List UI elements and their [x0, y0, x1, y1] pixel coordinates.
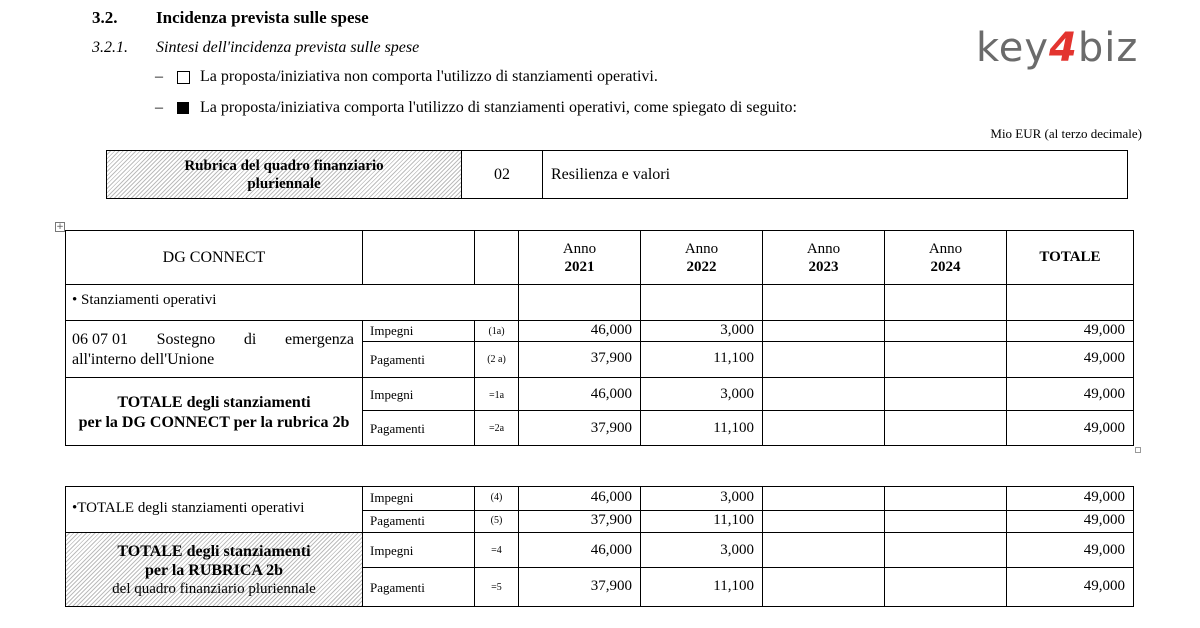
anno-label: Anno: [806, 241, 841, 257]
rubrica-label-cell: [107, 151, 462, 198]
total-rubrica-label-line1: TOTALE degli stanziamenti: [117, 543, 311, 560]
year-header-2022: [641, 240, 762, 276]
rubrica-box: [106, 150, 1128, 199]
option-no-text: La proposta/iniziativa non comporta l'utilizzo di stanziamenti operativi.: [200, 68, 658, 85]
cell-2021: 46,000: [590, 386, 632, 402]
year-header-2021: [519, 240, 640, 276]
year-value: 2022: [686, 259, 717, 275]
row-tag: (4): [490, 492, 503, 503]
row-tag: (1a): [488, 326, 505, 337]
cell-totale: 49,000: [1083, 322, 1125, 338]
anno-label: Anno: [562, 241, 597, 257]
total-dg-label-line1: TOTALE degli stanziamenti: [117, 394, 311, 411]
logo-text-4: 4: [1049, 25, 1078, 71]
cell-2022: 3,000: [720, 322, 754, 338]
cell-2021: 46,000: [590, 322, 632, 338]
table-resize-handle[interactable]: [1135, 447, 1141, 453]
stanziamenti-operativi-label: • Stanziamenti operativi: [72, 292, 217, 308]
rubrica-code: 02: [494, 165, 510, 183]
anno-label: Anno: [928, 241, 963, 257]
total-operativi-label: •TOTALE degli stanziamenti operativi: [72, 500, 305, 516]
cell-totale: 49,000: [1083, 350, 1125, 366]
cell-2021: 37,900: [590, 350, 632, 366]
subsection-title: Sintesi dell'incidenza prevista sulle spese: [156, 39, 420, 56]
cell-2022: 11,100: [713, 578, 754, 594]
cell-2022: 11,100: [713, 512, 754, 528]
cell-2021: 46,000: [590, 489, 632, 505]
row-tag: =5: [491, 582, 502, 593]
total-rubrica-label-line2: per la RUBRICA 2b: [145, 562, 283, 579]
row-tag: (2 a): [487, 354, 506, 365]
table-move-handle-icon[interactable]: +: [56, 222, 64, 232]
cell-2021: 37,900: [590, 512, 632, 528]
year-header-2023: [763, 240, 884, 276]
year-header-2024: [885, 240, 1006, 276]
anno-label: Anno: [684, 241, 719, 257]
cell-2021: 46,000: [590, 542, 632, 558]
key4biz-logo: [976, 24, 1138, 72]
dash-marker: –: [155, 99, 163, 116]
cell-totale: 49,000: [1083, 420, 1125, 436]
year-value: 2023: [808, 259, 839, 275]
impegni-label: Impegni: [370, 543, 414, 558]
cell-2022: 3,000: [720, 489, 754, 505]
rubrica-name: Resilienza e valori: [551, 165, 671, 183]
option-yes-text: La proposta/iniziativa comporta l'utilizzo di stanziamenti operativi, come spiegato di seguito:: [200, 99, 797, 116]
year-value: 2024: [930, 259, 961, 275]
cell-2021: 37,900: [590, 578, 632, 594]
pagamenti-label: Pagamenti: [370, 421, 425, 436]
cell-2022: 11,100: [713, 350, 754, 366]
rubrica-code-cell: [462, 151, 543, 198]
year-value: 2021: [564, 259, 595, 275]
total-rubrica-label-line3: del quadro finanziario pluriennale: [112, 581, 316, 597]
cell-totale: 49,000: [1083, 578, 1125, 594]
cell-2022: 3,000: [720, 542, 754, 558]
cell-totale: 49,000: [1083, 489, 1125, 505]
total-rubrica-label: [66, 542, 362, 599]
row-tag: =2a: [488, 423, 505, 434]
subsection-number: 3.2.1.: [92, 39, 128, 56]
row-tag: (5): [490, 515, 503, 526]
dg-header: DG CONNECT: [162, 249, 266, 266]
logo-text-biz: biz: [1077, 25, 1139, 71]
cell-totale: 49,000: [1083, 512, 1125, 528]
rubrica-name-cell: [551, 151, 670, 198]
dash-marker: –: [155, 68, 163, 85]
cell-2022: 3,000: [720, 386, 754, 402]
pagamenti-label: Pagamenti: [370, 352, 425, 367]
totale-header: TOTALE: [1039, 249, 1101, 265]
unit-note: Mio EUR (al terzo decimale): [990, 126, 1142, 141]
impegni-label: Impegni: [370, 323, 414, 338]
row-tag: =1a: [488, 390, 505, 401]
rubrica-label: Rubrica del quadro finanziario pluriennale: [184, 157, 384, 192]
empty-checkbox-icon: [177, 71, 190, 84]
row-tag: =4: [491, 545, 502, 556]
cell-2022: 11,100: [713, 420, 754, 436]
budget-line-label: 06 07 01 Sostegno di emergenza all'interno dell'Unione: [72, 331, 354, 368]
section-title: Incidenza prevista sulle spese: [156, 8, 369, 27]
impegni-label: Impegni: [370, 387, 414, 402]
pagamenti-label: Pagamenti: [370, 580, 425, 595]
filled-checkbox-icon: [177, 102, 189, 114]
section-number: 3.2.: [92, 8, 118, 27]
logo-text-key: key: [976, 25, 1050, 71]
impegni-label: Impegni: [370, 490, 414, 505]
cell-totale: 49,000: [1083, 386, 1125, 402]
total-dg-label: [66, 393, 362, 433]
cell-2021: 37,900: [590, 420, 632, 436]
total-dg-label-line2: per la DG CONNECT per la rubrica 2b: [78, 414, 350, 431]
pagamenti-label: Pagamenti: [370, 513, 425, 528]
cell-totale: 49,000: [1083, 542, 1125, 558]
budget-line-code: 06 07 01: [72, 331, 128, 348]
